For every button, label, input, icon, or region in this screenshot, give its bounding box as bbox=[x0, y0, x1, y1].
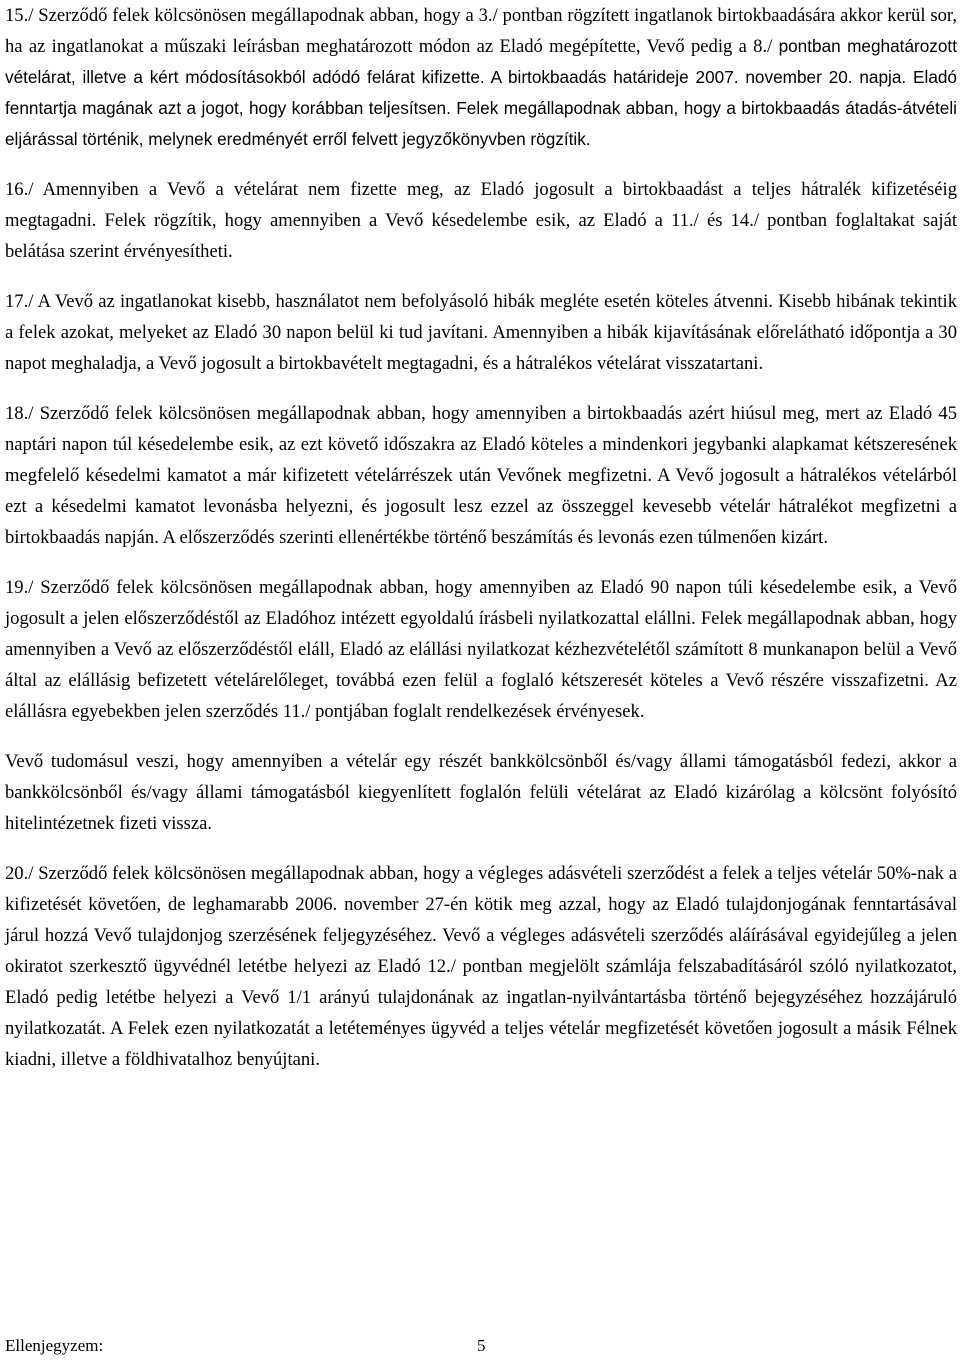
paragraph-credit: Vevő tudomásul veszi, hogy amennyiben a vételár egy részét bankkölcsönből és/vagy állami támogatásból fedezi, akkor a bankkölcsönből és/vagy állami támogatásból kiegyenlített foglalón felüli vételárat az Eladó kizárólag a kölcsönt folyósító hitelintézetnek fizeti vissza. bbox=[5, 751, 957, 834]
paragraph-18: 18./ Szerződő felek kölcsönösen megállapodnak abban, hogy amennyiben a birtokbaadás azért hiúsul meg, mert az Eladó 45 naptári napon túl késedelembe esik, az ezt követő időszakra az Eladó köteles a mindenkori jegybanki alapkamat kétszeresének megfelelő késedelmi kamatot a már kifizetett vételárrészek után Vevőnek megfizetni. A Vevő jogosult a hátralékos vételárból ezt a késedelmi kamatot levonásba helyezni, és jogosult lesz ezzel az összeggel kevesebb vételár hátralékot megfizetni a birtokbaadás napján. A előszerződés szerinti ellenértékbe történő beszámítás és levonás ezen túlmenően kizárt. bbox=[5, 403, 957, 548]
countersign-label: Ellenjegyzem: bbox=[5, 1336, 104, 1355]
paragraph-16: 16./ Amennyiben a Vevő a vételárat nem fizette meg, az Eladó jogosult a birtokbaadást a teljes hátralék kifizetéséig megtagadni. Felek rögzítik, hogy amennyiben a Vevő késedelembe esik, az Eladó a 11./ és 14./ pontban foglaltakat saját belátása szerint érvényesítheti. bbox=[5, 179, 957, 262]
paragraph-15-serif-part: 15./ Szerződő felek kölcsönösen megállapodnak abban, hogy a 3./ pontban rögzített ingatlanok birtokbaadására akkor kerül sor, ha az ingatlanokat a műszaki leírásban meghatározott módon az Eladó megépítette, Vevő pedig a 8./ bbox=[5, 5, 957, 57]
paragraph-17: 17./ A Vevő az ingatlanokat kisebb, használatot nem befolyásoló hibák megléte esetén köteles átvenni. Kisebb hibának tekintik a felek azokat, melyeket az Eladó 30 napon belül ki tud javítani. Amennyiben a hibák kijavításának előrelátható időpontja a 30 napot meghaladja, a Vevő jogosult a birtokbavételt megtagadni, és a hátralékos vételárat visszatartani. bbox=[5, 291, 957, 374]
paragraph-15 bbox=[5, 0, 957, 155]
paragraph-15-sans-part: pontban meghatározott vételárat, illetve a kért módosításokból adódó felárat kifizette. A birtokbaadás határideje 2007. november 20. napja. Eladó fenntartja magának azt a jogot, hogy korábban teljesítsen. Felek megállapodnak abban, hogy a birtokbaadás átadás-átvételi eljárással történik, melynek eredményét erről felvett jegyzőkönyvben rögzítik. bbox=[5, 36, 957, 149]
paragraph-20: 20./ Szerződő felek kölcsönösen megállapodnak abban, hogy a végleges adásvételi szerződést a felek a teljes vételár 50%-nak a kifizetését követően, de leghamarabb 2006. november 27-én kötik meg azzal, hogy az Eladó tulajdonjogának fenntartásával járul hozzá Vevő tulajdonjog szerzésének feljegyzéséhez. Vevő a végleges adásvételi szerződés aláírásával egyidejűleg a jelen okiratot szerkesztő ügyvédnél letétbe helyezi az Eladó 12./ pontban megjelölt számlája felszabadításáról szóló nyilatkozatot, Eladó pedig letétbe helyezi a Vevő 1/1 arányú tulajdonának az ingatlan-nyilvántartásba történő bejegyzéséhez hozzájáruló nyilatkozatát. A Felek ezen nyilatkozatát a letéteményes ügyvéd a teljes vételár megfizetését követően jogosult a másik Félnek kiadni, illetve a földhivatalhoz benyújtani. bbox=[5, 863, 957, 1070]
page-footer bbox=[5, 1336, 957, 1362]
page-number: 5 bbox=[477, 1336, 486, 1355]
document-page bbox=[5, 0, 957, 1094]
paragraph-19: 19./ Szerződő felek kölcsönösen megállapodnak abban, hogy amennyiben az Eladó 90 napon túli késedelembe esik, a Vevő jogosult a jelen előszerződéstől az Eladóhoz intézett egyoldalú írásbeli nyilatkozattal elállni. Felek megállapodnak abban, hogy amennyiben a Vevő az előszerződéstől eláll, Eladó az elállási nyilatkozat kézhezvételétől számított 8 munkanapon belül a Vevő által az elállásig befizetett vételárelőleget, továbbá ezen felül a foglaló kétszeresét köteles a Vevő részére visszafizetni. Az elállásra egyebekben jelen szerződés 11./ pontjában foglalt rendelkezések érvényesek. bbox=[5, 577, 957, 722]
